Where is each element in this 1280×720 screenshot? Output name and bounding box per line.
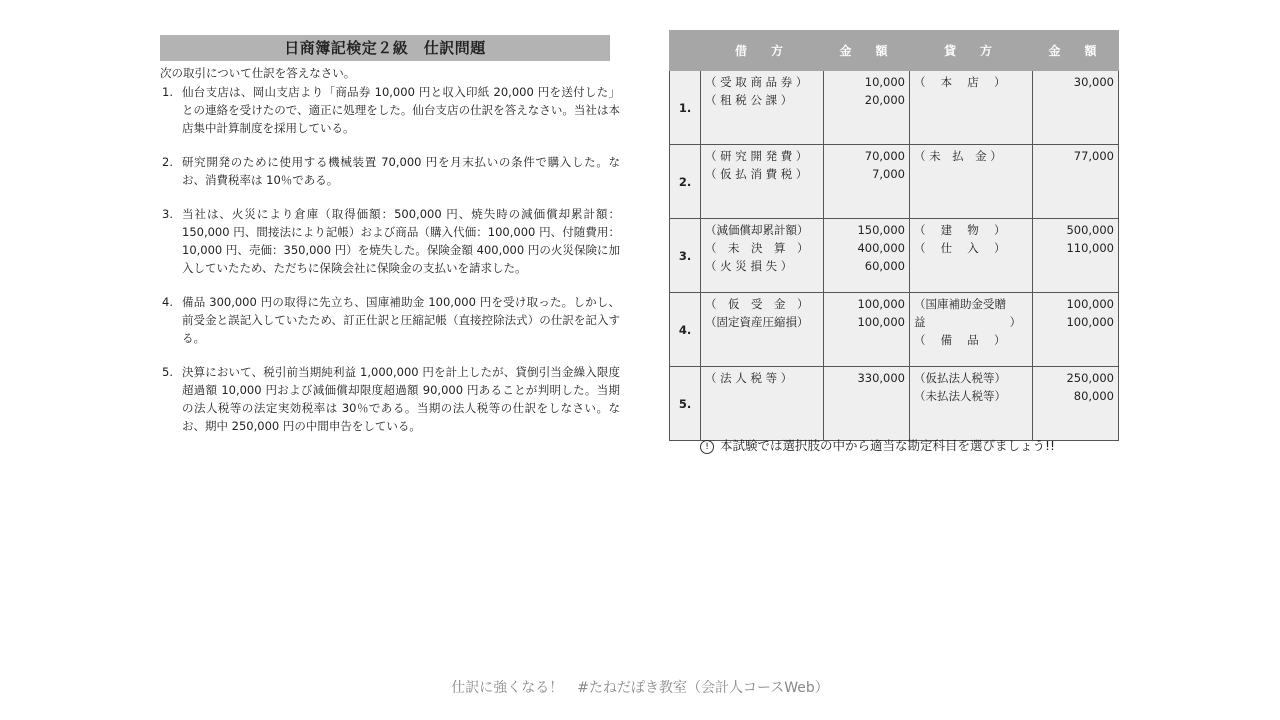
debit-account-cell	[701, 145, 824, 219]
credit-account-line: （ 備 品 ）	[914, 333, 1006, 347]
question-text: 仙台支店は、岡山支店より「商品券 10,000 円と収入印紙 20,000 円を送付した」との連絡を受けたので、適正に処理をした。仙台支店の仕訳を答えなさい。当社は本店集中計算制度を採用している。	[182, 85, 620, 135]
credit-amount-line: 110,000	[1066, 241, 1114, 255]
question-number: 3.	[162, 207, 173, 221]
question-item	[160, 205, 620, 277]
credit-account-line: （ 本 店 ）	[914, 75, 1006, 89]
credit-account-cell	[910, 145, 1033, 219]
debit-account-line: （減価償却累計額）	[705, 223, 809, 237]
debit-account-line: （ 火 災 損 失 ）	[705, 259, 793, 273]
credit-amount-cell	[1033, 219, 1119, 293]
debit-amount-cell	[824, 293, 910, 367]
debit-account-line: （ 研 究 開 発 費 ）	[705, 149, 808, 163]
question-list	[160, 83, 620, 435]
credit-account-line: 益 ）	[914, 315, 1022, 329]
debit-amount-line: 7,000	[872, 167, 905, 181]
header-credit-amount: 金 額	[1033, 31, 1119, 71]
credit-account-line: （国庫補助金受贈	[914, 297, 1006, 311]
debit-amount-line: 400,000	[857, 241, 905, 255]
question-item	[160, 363, 620, 435]
journal-table-body	[670, 71, 1119, 441]
question-number: 1.	[162, 85, 173, 99]
journal-table	[669, 30, 1119, 441]
debit-amount-line: 100,000	[857, 297, 905, 311]
header-debit: 借 方	[701, 31, 824, 71]
credit-account-cell	[910, 367, 1033, 441]
exclamation-circle-icon: !	[700, 440, 714, 454]
debit-amount-cell	[824, 145, 910, 219]
credit-amount-line: 100,000	[1066, 297, 1114, 311]
question-text: 当社は、火災により倉庫（取得価額：500,000 円、焼失時の減価償却累計額：150,000 円、間接法により記帳）および商品（購入代価：100,000 円、付随費用：10,000 円、売価：350,000 円）を焼失した。保険金額 400,000 円の火災保険に加入していたため、ただちに保険会社に保険金の支払いを請求した。	[182, 207, 620, 275]
row-number: 5.	[670, 367, 701, 441]
debit-account-line: （ 仮 受 金 ）	[705, 297, 809, 311]
question-panel	[160, 35, 620, 435]
question-text: 備品 300,000 円の取得に先立ち、国庫補助金 100,000 円を受け取った。しかし、前受金と誤記入していたため、訂正仕訳と圧縮記帳（直接控除法式）の仕訳を記入する。	[182, 295, 620, 345]
question-item	[160, 153, 620, 189]
table-row	[670, 71, 1119, 145]
debit-amount-line: 60,000	[864, 259, 905, 273]
debit-account-line: （固定資産圧縮損）	[705, 315, 809, 329]
table-header-row	[670, 31, 1119, 71]
question-text: 決算において、税引前当期純利益 1,000,000 円を計上したが、貸倒引当金繰入限度超過額 10,000 円および減価償却限度超過額 90,000 円あることが判明した。当期の法人税等の法定実効税率は 30％である。当期の法人税等の仕訳をしなさい。なお、期中 250,000 円の中間申告をしている。	[182, 365, 620, 433]
header-debit-amount: 金 額	[824, 31, 910, 71]
debit-account-cell	[701, 71, 824, 145]
credit-amount-line: 100,000	[1066, 315, 1114, 329]
question-item	[160, 293, 620, 347]
debit-amount-line: 100,000	[857, 315, 905, 329]
row-number: 4.	[670, 293, 701, 367]
question-number: 2.	[162, 155, 173, 169]
credit-account-cell	[910, 71, 1033, 145]
credit-amount-line: 80,000	[1073, 389, 1114, 403]
question-text: 研究開発のために使用する機械装置 70,000 円を月末払いの条件で購入した。なお、消費税率は 10％である。	[182, 155, 620, 187]
credit-amount-cell	[1033, 367, 1119, 441]
credit-amount-line: 30,000	[1073, 75, 1114, 89]
header-row-number	[670, 31, 701, 71]
debit-amount-line: 20,000	[864, 93, 905, 107]
table-row	[670, 367, 1119, 441]
debit-account-line: （ 受 取 商 品 券 ）	[705, 75, 808, 89]
credit-account-line: （ 未 払 金 ）	[914, 149, 1002, 163]
credit-amount-line: 77,000	[1073, 149, 1114, 163]
table-row	[670, 293, 1119, 367]
debit-account-line: （ 法 人 税 等 ）	[705, 371, 793, 385]
credit-account-cell	[910, 219, 1033, 293]
credit-account-line: （仮払法人税等）	[914, 371, 1006, 385]
debit-account-line: （ 租 税 公 課 ）	[705, 93, 793, 107]
exam-note	[700, 436, 1055, 454]
question-item	[160, 83, 620, 137]
debit-amount-line: 150,000	[857, 223, 905, 237]
credit-account-line: （未払法人税等）	[914, 389, 1006, 403]
debit-amount-line: 70,000	[864, 149, 905, 163]
footer-text: 仕訳に強くなる！ #たねだぽき教室（会計人コースWeb）	[451, 680, 829, 696]
question-number: 4.	[162, 295, 173, 309]
credit-account-line: （ 建 物 ）	[914, 223, 1006, 237]
table-row	[670, 145, 1119, 219]
credit-amount-line: 500,000	[1066, 223, 1114, 237]
debit-amount-line: 10,000	[864, 75, 905, 89]
debit-amount-cell	[824, 367, 910, 441]
row-number: 3.	[670, 219, 701, 293]
debit-amount-cell	[824, 71, 910, 145]
credit-amount-line: 250,000	[1066, 371, 1114, 385]
row-number: 2.	[670, 145, 701, 219]
row-number: 1.	[670, 71, 701, 145]
credit-amount-cell	[1033, 145, 1119, 219]
table-row	[670, 219, 1119, 293]
debit-amount-cell	[824, 219, 910, 293]
credit-account-cell	[910, 293, 1033, 367]
intro-text: 次の取引について仕訳を答えなさい。	[160, 66, 356, 80]
header-credit: 貸 方	[910, 31, 1033, 71]
debit-account-line: （ 仮 払 消 費 税 ）	[705, 167, 808, 181]
debit-account-line: （ 未 決 算 ）	[705, 241, 809, 255]
debit-account-cell	[701, 293, 824, 367]
credit-account-line: （ 仕 入 ）	[914, 241, 1006, 255]
journal-table-container	[669, 30, 1119, 441]
debit-account-cell	[701, 219, 824, 293]
page-title: 日商簿記検定２級 仕訳問題	[160, 35, 610, 61]
exam-note-text: 本試験では選択肢の中から適当な勘定科目を選びましょう!!	[720, 438, 1056, 453]
debit-account-cell	[701, 367, 824, 441]
question-number: 5.	[162, 365, 173, 379]
credit-amount-cell	[1033, 71, 1119, 145]
credit-amount-cell	[1033, 293, 1119, 367]
debit-amount-line: 330,000	[857, 371, 905, 385]
